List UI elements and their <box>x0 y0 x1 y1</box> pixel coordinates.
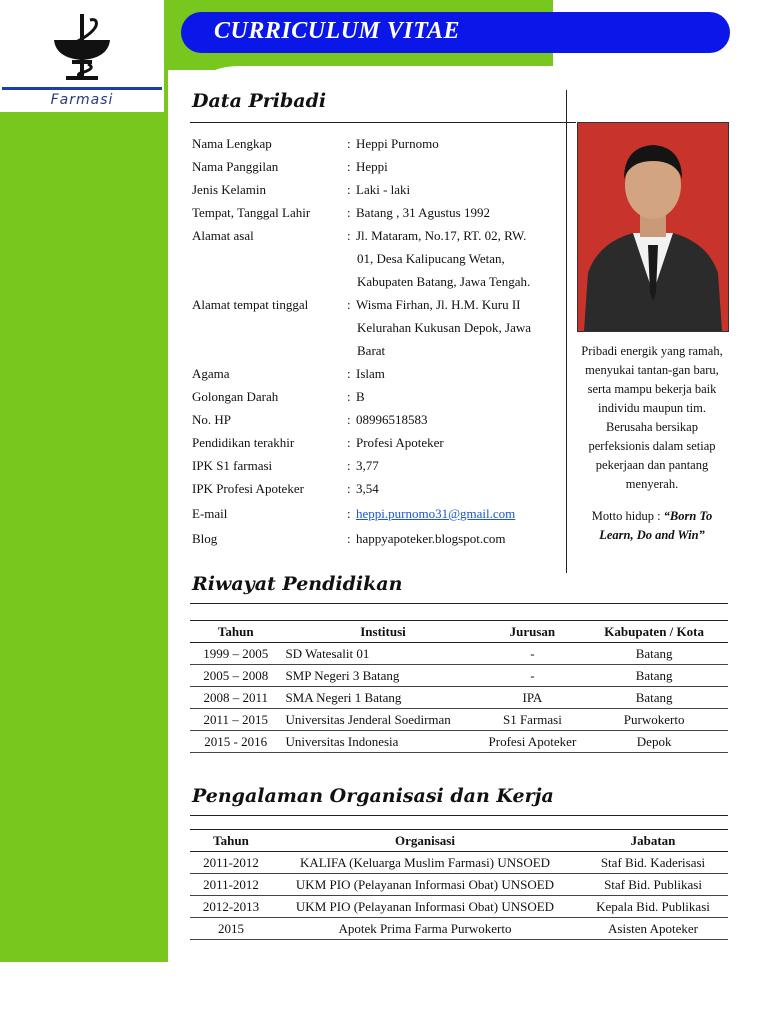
email-link[interactable]: heppi.purnomo31@gmail.com <box>356 506 516 521</box>
education-col-city: Kabupaten / Kota <box>580 621 728 643</box>
experience-position: Kepala Bid. Publikasi <box>578 896 728 918</box>
education-city: Depok <box>580 731 728 753</box>
detail-label: Alamat asal <box>192 228 254 243</box>
education-major: Profesi Apoteker <box>485 731 581 753</box>
education-institution: SMA Negeri 1 Batang <box>281 687 484 709</box>
education-col-year: Tahun <box>190 621 281 643</box>
education-city: Batang <box>580 665 728 687</box>
page-title: CURRICULUM VITAE <box>214 18 461 44</box>
education-institution: SMP Negeri 3 Batang <box>281 665 484 687</box>
detail-label: Tempat, Tanggal Lahir <box>192 205 311 220</box>
detail-colon: : <box>347 159 351 174</box>
detail-value: 08996518583 <box>356 412 428 427</box>
experience-year: 2012-2013 <box>190 896 272 918</box>
detail-label: Nama Panggilan <box>192 159 279 174</box>
detail-value: happyapoteker.blogspot.com <box>356 531 506 546</box>
detail-colon: : <box>347 389 351 404</box>
detail-colon: : <box>347 531 351 546</box>
experience-section-title: Pengalaman Organisasi dan Kerja <box>192 785 554 807</box>
table-row <box>190 687 728 709</box>
experience-organization: UKM PIO (Pelayanan Informasi Obat) UNSOED <box>272 896 578 918</box>
logo-underline <box>2 87 162 90</box>
experience-position: Asisten Apoteker <box>578 918 728 940</box>
experience-organization: Apotek Prima Farma Purwokerto <box>272 918 578 940</box>
education-city: Batang <box>580 643 728 665</box>
detail-colon: : <box>347 506 351 521</box>
detail-label: No. HP <box>192 412 232 427</box>
education-institution: Universitas Indonesia <box>281 731 484 753</box>
experience-year: 2011-2012 <box>190 874 272 896</box>
education-major: S1 Farmasi <box>485 709 581 731</box>
education-section-title: Riwayat Pendidikan <box>192 573 403 595</box>
experience-col-organization: Organisasi <box>272 830 578 852</box>
detail-value: Heppi <box>356 159 388 174</box>
experience-organization: KALIFA (Keluarga Muslim Farmasi) UNSOED <box>272 852 578 874</box>
detail-colon: : <box>347 228 351 243</box>
experience-year: 2015 <box>190 918 272 940</box>
table-row <box>190 852 728 874</box>
personal-section-title: Data Pribadi <box>192 90 327 112</box>
person-portrait-icon <box>578 123 728 331</box>
detail-colon: : <box>347 412 351 427</box>
experience-table <box>190 829 728 940</box>
detail-value: Heppi Purnomo <box>356 136 439 151</box>
detail-label: Pendidikan terakhir <box>192 435 295 450</box>
education-city: Batang <box>580 687 728 709</box>
detail-value: 01, Desa Kalipucang Wetan, <box>357 251 505 266</box>
education-table <box>190 620 728 753</box>
detail-colon: : <box>347 205 351 220</box>
title-banner <box>181 12 730 53</box>
detail-colon: : <box>347 481 351 496</box>
experience-col-year: Tahun <box>190 830 272 852</box>
detail-value: 3,77 <box>356 458 379 473</box>
education-year: 2011 – 2015 <box>190 709 281 731</box>
education-major: - <box>485 643 581 665</box>
detail-colon: : <box>347 435 351 450</box>
education-title-rule <box>190 603 728 604</box>
education-year: 1999 – 2005 <box>190 643 281 665</box>
experience-organization: UKM PIO (Pelayanan Informasi Obat) UNSOED <box>272 874 578 896</box>
experience-title-rule <box>190 815 728 816</box>
detail-value: Laki - laki <box>356 182 411 197</box>
table-row <box>190 896 728 918</box>
detail-colon: : <box>347 366 351 381</box>
education-year: 2015 - 2016 <box>190 731 281 753</box>
education-institution: Universitas Jenderal Soedirman <box>281 709 484 731</box>
experience-header-row <box>190 830 728 852</box>
detail-label: Jenis Kelamin <box>192 182 267 197</box>
profile-summary: Pribadi energik yang ramah, menyukai tantan-gan baru, serta mampu bekerja baik individu maupun tim. Berusaha bersikap perfeksionis dalam setiap pekerjaan dan pantang menyerah. <box>581 344 723 491</box>
detail-value: Islam <box>356 366 385 381</box>
detail-value: Profesi Apoteker <box>356 435 444 450</box>
detail-label: Blog <box>192 531 218 546</box>
detail-colon: : <box>347 458 351 473</box>
motto <box>578 507 726 545</box>
detail-label: IPK S1 farmasi <box>192 458 273 473</box>
education-col-major: Jurusan <box>485 621 581 643</box>
detail-colon: : <box>347 182 351 197</box>
detail-value: Kabupaten Batang, Jawa Tengah. <box>357 274 531 289</box>
education-institution: SD Watesalit 01 <box>281 643 484 665</box>
detail-colon: : <box>347 136 351 151</box>
experience-col-position: Jabatan <box>578 830 728 852</box>
logo-label: Farmasi <box>50 92 114 108</box>
detail-label: IPK Profesi Apoteker <box>192 481 304 496</box>
experience-year: 2011-2012 <box>190 852 272 874</box>
motto-text: “Born To Learn, Do and Win” <box>599 509 713 542</box>
motto-label: Motto hidup : <box>591 509 664 523</box>
personal-title-rule <box>190 122 576 123</box>
detail-label: Nama Lengkap <box>192 136 272 151</box>
detail-value: B <box>356 389 365 404</box>
table-row <box>190 643 728 665</box>
detail-label: Golongan Darah <box>192 389 279 404</box>
table-row <box>190 731 728 753</box>
table-row <box>190 709 728 731</box>
education-header-row <box>190 621 728 643</box>
experience-position: Staf Bid. Publikasi <box>578 874 728 896</box>
education-col-institution: Institusi <box>281 621 484 643</box>
personal-divider <box>566 90 567 573</box>
education-year: 2005 – 2008 <box>190 665 281 687</box>
detail-value: Batang , 31 Agustus 1992 <box>356 205 490 220</box>
green-sidebar <box>0 0 168 962</box>
table-row <box>190 665 728 687</box>
education-major: - <box>485 665 581 687</box>
detail-colon: : <box>347 297 351 312</box>
table-row <box>190 874 728 896</box>
education-year: 2008 – 2011 <box>190 687 281 709</box>
pharmacy-bowl-snake-icon <box>50 12 114 82</box>
detail-value: Jl. Mataram, No.17, RT. 02, RW. <box>356 228 527 243</box>
detail-label: Agama <box>192 366 230 381</box>
table-row <box>190 918 728 940</box>
detail-value: Barat <box>357 343 386 358</box>
detail-value: Wisma Firhan, Jl. H.M. Kuru II <box>356 297 521 312</box>
detail-label: Alamat tempat tinggal <box>192 297 309 312</box>
logo-area <box>0 0 164 112</box>
experience-position: Staf Bid. Kaderisasi <box>578 852 728 874</box>
education-city: Purwokerto <box>580 709 728 731</box>
education-major: IPA <box>485 687 581 709</box>
profile-photo <box>577 122 729 332</box>
detail-value: 3,54 <box>356 481 379 496</box>
detail-value: Kelurahan Kukusan Depok, Jawa <box>357 320 532 335</box>
detail-label: E-mail <box>192 506 228 521</box>
